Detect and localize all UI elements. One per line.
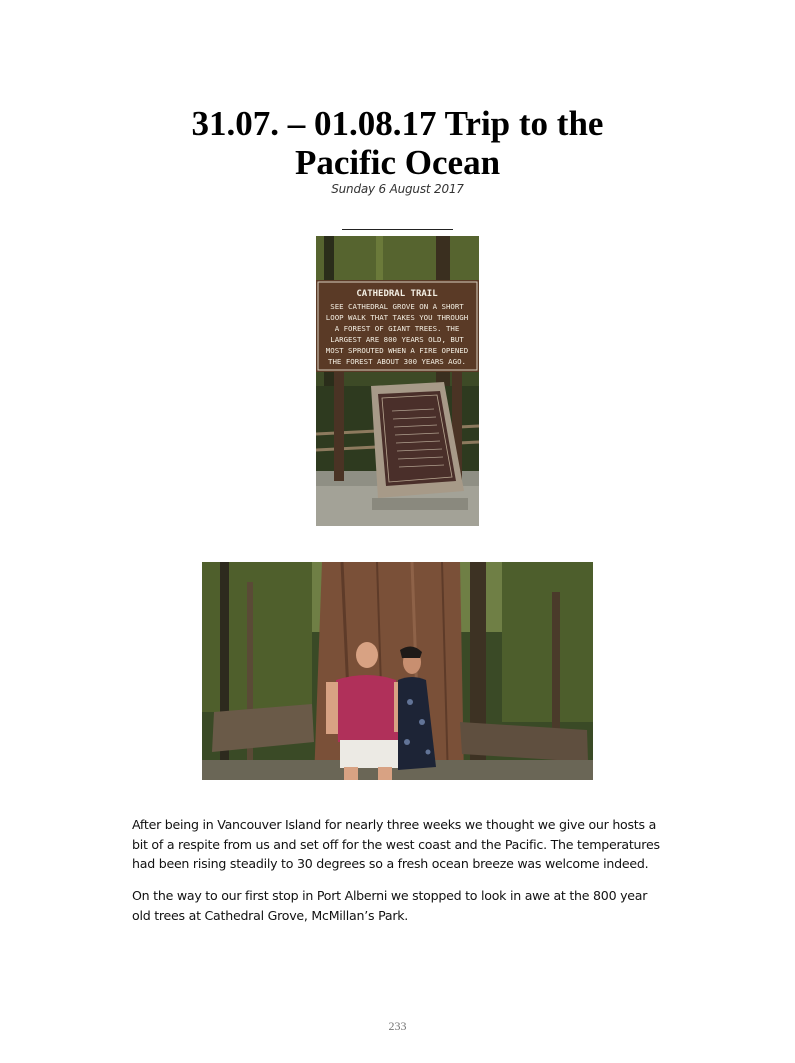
tree-photo-drawing	[202, 562, 593, 780]
sign-line: THE FOREST ABOUT 300 YEARS AGO.	[328, 357, 466, 366]
body-paragraph: After being in Vancouver Island for nearly three weeks we thought we give our hosts a bit of a respite from us and set off for the west coast and the Pacific. The temperatures had been rising steadily to 30 degrees so a fresh ocean breeze was welcome indeed.	[132, 817, 660, 871]
sign-line: MOST SPROUTED WHEN A FIRE OPENED	[325, 346, 469, 355]
title-divider	[342, 229, 453, 230]
sign-line: LOOP WALK THAT TAKES YOU THROUGH	[325, 313, 469, 322]
body-paragraph: On the way to our first stop in Port Alberni we stopped to look in awe at the 800 year old trees at Cathedral Grove, McMillan’s Park.	[132, 888, 648, 923]
sign-heading: CATHEDRAL TRAIL	[356, 289, 438, 299]
cathedral-trail-sign-photo	[316, 236, 479, 526]
page-number: 233	[388, 1019, 407, 1033]
sign-line: A FOREST OF GIANT TREES. THE	[334, 324, 460, 333]
post-title-line-1: 31.07. – 01.08.17 Trip to the	[191, 104, 604, 143]
sign-line: SEE CATHEDRAL GROVE ON A SHORT	[330, 302, 464, 311]
giant-tree-couple-photo	[202, 562, 593, 780]
sign-photo-drawing	[316, 236, 479, 526]
sign-line: LARGEST ARE 800 YEARS OLD, BUT	[330, 335, 464, 344]
post-title	[0, 104, 795, 182]
post-title-line-2: Pacific Ocean	[294, 143, 501, 182]
post-date: Sunday 6 August 2017	[331, 182, 464, 196]
